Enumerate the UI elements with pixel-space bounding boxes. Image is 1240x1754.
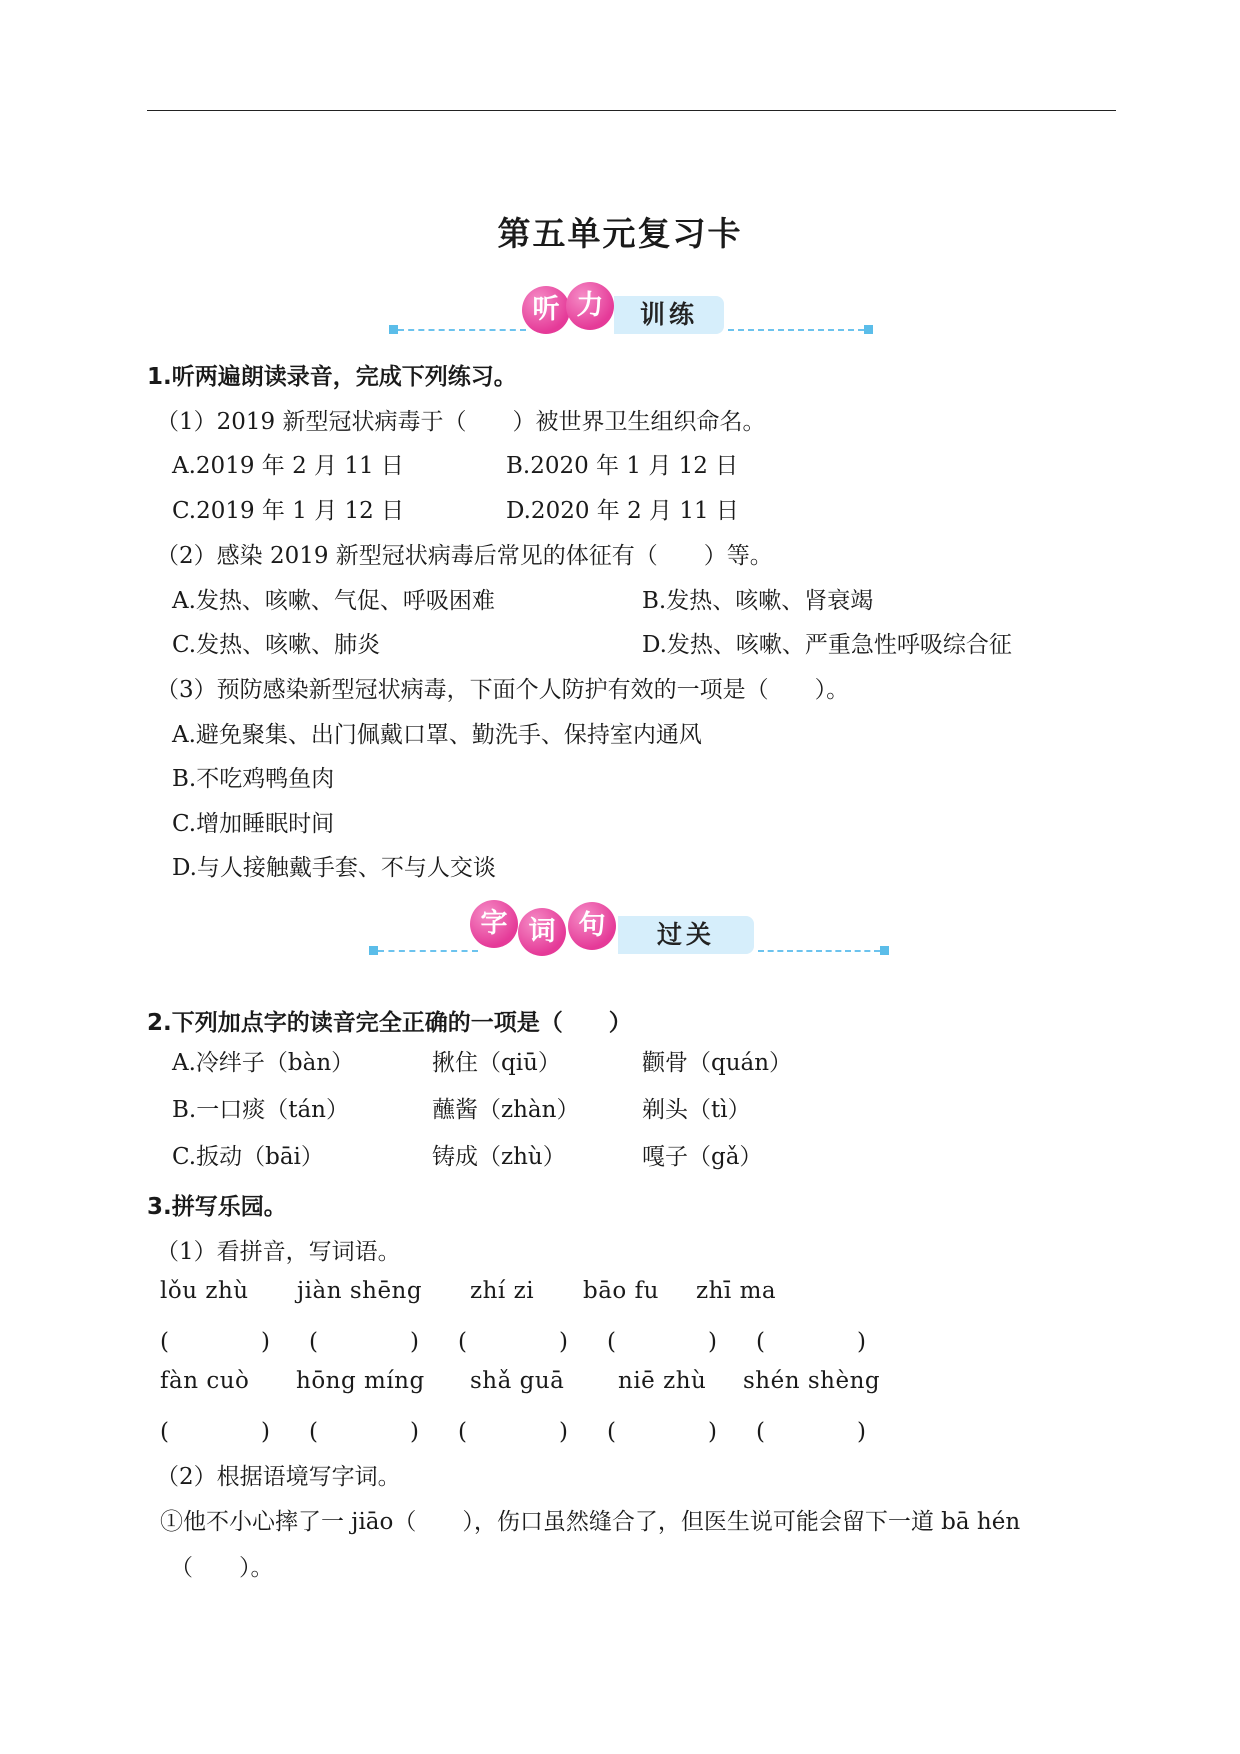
pronunciation-item: C.扳动（bāi）	[172, 1144, 324, 1170]
answer-blank[interactable]: ( )	[160, 1419, 270, 1445]
option: A.2019 年 2 月 11 日	[172, 453, 404, 479]
pinyin-prompt: zhí zi	[470, 1278, 535, 1304]
option: D.发热、咳嗽、严重急性呼吸综合征	[642, 632, 1012, 658]
q3-sub1-stem: （1）看拼音，写词语。	[156, 1239, 401, 1265]
banner-dash-right	[758, 950, 880, 952]
badge-char: 词	[518, 908, 566, 956]
option: A.避免聚集、出门佩戴口罩、勤洗手、保持室内通风	[172, 722, 702, 748]
pinyin-prompt: jiàn shēng	[297, 1278, 423, 1304]
answer-blank[interactable]: ( )	[458, 1419, 568, 1445]
pronunciation-item: 嘎子（gǎ）	[642, 1144, 763, 1170]
answer-blank[interactable]: ( )	[756, 1419, 866, 1445]
option: C.发热、咳嗽、肺炎	[172, 632, 381, 658]
badge-char: 力	[566, 282, 614, 330]
banner-end-square	[369, 946, 378, 955]
pinyin-prompt: shén shèng	[743, 1368, 881, 1394]
option: A.发热、咳嗽、气促、呼吸困难	[172, 588, 495, 614]
option: D.2020 年 2 月 11 日	[506, 498, 739, 524]
pinyin-prompt: lǒu zhù	[160, 1278, 249, 1304]
pinyin-prompt: zhī ma	[696, 1278, 777, 1304]
pronunciation-item: 剃头（tì）	[642, 1097, 751, 1123]
banner-dash-left	[398, 329, 526, 331]
banner-dash-right	[728, 329, 864, 331]
pronunciation-item: 铸成（zhù）	[432, 1144, 566, 1170]
banner-tag: 训练	[614, 296, 724, 334]
question-3-heading: 3.拼写乐园。	[147, 1194, 287, 1220]
banner-end-square	[864, 325, 873, 334]
q1-sub2-stem: （2）感染 2019 新型冠状病毒后常见的体征有（ ）等。	[156, 543, 773, 569]
question-2-heading: 2.下列加点字的读音完全正确的一项是（ ）	[147, 1010, 632, 1036]
badge-char: 句	[568, 902, 616, 950]
banner-tag: 过关	[618, 916, 754, 954]
answer-blank[interactable]: ( )	[309, 1329, 419, 1355]
badge-char: 听	[522, 286, 570, 334]
option: B.不吃鸡鸭鱼肉	[172, 766, 335, 792]
pinyin-prompt: fàn cuò	[160, 1368, 250, 1394]
pinyin-prompt: niē zhù	[618, 1368, 707, 1394]
answer-blank[interactable]: ( )	[607, 1419, 717, 1445]
option: C.增加睡眠时间	[172, 811, 335, 837]
q1-sub3-stem: （3）预防感染新型冠状病毒，下面个人防护有效的一项是（ ）。	[156, 677, 850, 703]
pinyin-prompt: shǎ guā	[470, 1368, 565, 1394]
badge-char: 字	[470, 900, 518, 948]
option: C.2019 年 1 月 12 日	[172, 498, 405, 524]
pronunciation-item: B.一口痰（tán）	[172, 1097, 349, 1123]
option: D.与人接触戴手套、不与人交谈	[172, 855, 496, 881]
answer-blank[interactable]: ( )	[309, 1419, 419, 1445]
context-sentence-continued: （ ）。	[170, 1555, 274, 1581]
question-1-heading: 1.听两遍朗读录音，完成下列练习。	[147, 364, 517, 390]
answer-blank[interactable]: ( )	[160, 1329, 270, 1355]
page-title: 第五单元复习卡	[497, 214, 743, 253]
pronunciation-item: 揪住（qiū）	[432, 1050, 561, 1076]
pronunciation-item: 蘸酱（zhàn）	[432, 1097, 580, 1123]
header-rule	[147, 110, 1116, 111]
banner-end-square	[880, 946, 889, 955]
banner-dash-left	[378, 950, 478, 952]
answer-blank[interactable]: ( )	[458, 1329, 568, 1355]
pronunciation-item: A.冷绊子（bàn）	[172, 1050, 355, 1076]
pronunciation-item: 颧骨（quán）	[642, 1050, 793, 1076]
pinyin-prompt: hōng míng	[296, 1368, 425, 1394]
context-sentence: ①他不小心摔了一 jiāo（ ），伤口虽然缝合了，但医生说可能会留下一道 bā hén	[160, 1509, 1021, 1535]
option: B.2020 年 1 月 12 日	[506, 453, 739, 479]
answer-blank[interactable]: ( )	[607, 1329, 717, 1355]
option: B.发热、咳嗽、肾衰竭	[642, 588, 874, 614]
pinyin-prompt: bāo fu	[583, 1278, 659, 1304]
answer-blank[interactable]: ( )	[756, 1329, 866, 1355]
q3-sub2-stem: （2）根据语境写字词。	[156, 1464, 401, 1490]
banner-end-square	[389, 325, 398, 334]
q1-sub1-stem: （1）2019 新型冠状病毒于（ ）被世界卫生组织命名。	[156, 409, 766, 435]
